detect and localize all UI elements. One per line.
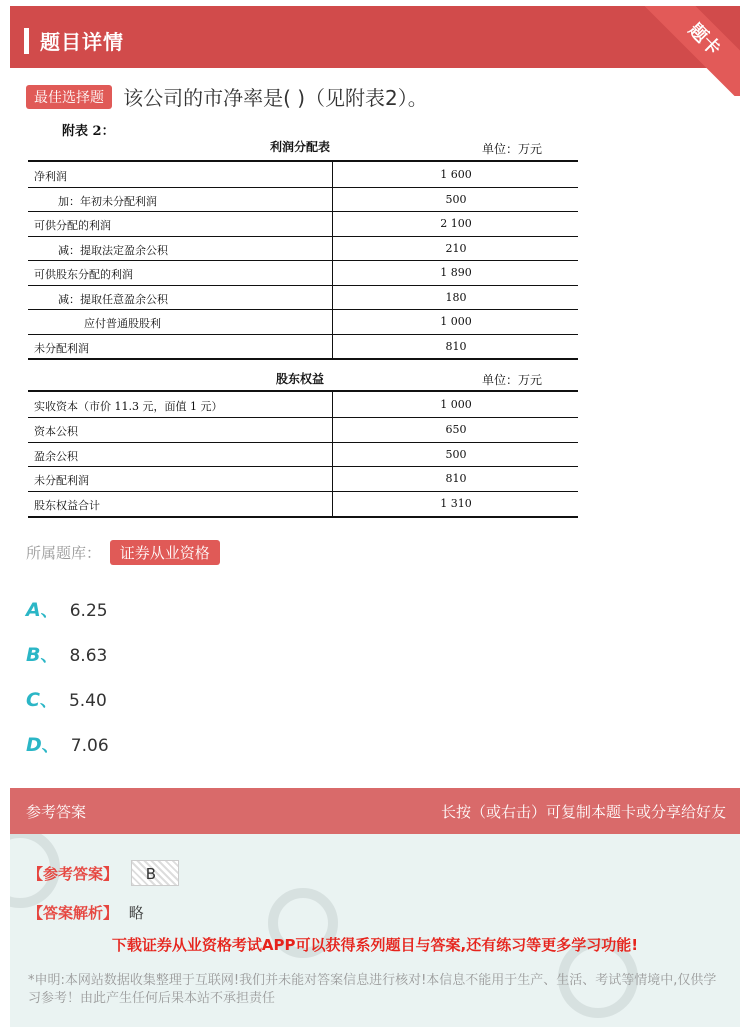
- table-row-label: 净利润: [34, 170, 67, 183]
- table-row-label: 未分配利润: [34, 341, 89, 355]
- table-row-rule: [28, 285, 578, 286]
- table2-unit: 单位：万元: [482, 373, 543, 387]
- table-row-label: 股东权益合计: [34, 499, 100, 513]
- table-row-rule: [28, 211, 578, 212]
- page-header: [10, 6, 740, 68]
- table-row-value: 180: [445, 290, 467, 304]
- disclaimer-text: *申明:本网站数据收集整理于互联网!我们并未能对答案信息进行核对!本信息不能用于生产、生活、考试等情境中,仅供学习参考！由此产生任何后果本站不承担责任: [28, 973, 717, 1006]
- table2-bottom-rule: [28, 516, 578, 518]
- table-row-rule: [28, 417, 578, 418]
- option-d[interactable]: D、 7.06: [26, 734, 109, 756]
- option-c[interactable]: C、 5.40: [26, 689, 107, 711]
- table-row-value: 1 600: [440, 168, 472, 181]
- table1-unit: 单位：万元: [482, 142, 543, 156]
- option-text: 6.25: [69, 601, 108, 621]
- question-figure: [26, 116, 581, 521]
- answer-header-title: 参考答案: [26, 803, 87, 821]
- corner-ribbon-label[interactable]: 题卡: [635, 6, 740, 96]
- question-stem: [26, 82, 726, 111]
- table-row-rule: [28, 466, 578, 467]
- table-row-label: 可供分配的利润: [34, 219, 111, 232]
- table-row-label: 未分配利润: [34, 474, 89, 488]
- table2-title: 股东权益: [276, 372, 325, 386]
- table-row-label: 加：年初未分配利润: [58, 194, 157, 208]
- option-letter: D: [26, 734, 42, 756]
- table-row-value: 1 890: [440, 266, 472, 279]
- page-title: 题目详情: [40, 30, 124, 54]
- table-row-label: 减：提取法定盈余公积: [58, 243, 168, 257]
- table-row-value: 650: [445, 422, 467, 436]
- option-text: 5.40: [68, 691, 107, 711]
- table2-divider: [332, 392, 333, 516]
- figure-label: 附表 2：: [62, 124, 115, 139]
- table-row-value: 500: [445, 447, 467, 461]
- table-row-value: 810: [445, 339, 467, 353]
- table2-top-rule: [28, 390, 578, 392]
- option-letter: C: [26, 689, 40, 711]
- table-row-value: 1 310: [440, 497, 472, 511]
- option-letter: A: [26, 599, 41, 621]
- table-row-value: 500: [445, 192, 467, 206]
- table-row-rule: [28, 187, 578, 188]
- table-row-value: 2 100: [440, 217, 472, 230]
- reference-answer-label: 【参考答案】: [28, 865, 119, 883]
- question-text: 该公司的市净率是( )（见附表2）。: [123, 86, 428, 110]
- table-row-rule: [28, 236, 578, 237]
- answer-explanation: [28, 902, 144, 923]
- table-row-label: 可供股东分配的利润: [34, 268, 133, 281]
- question-bank: [26, 540, 220, 565]
- answer-section: [10, 788, 740, 1027]
- reference-answer: [28, 860, 179, 886]
- option-text: 8.63: [69, 646, 108, 666]
- header-accent-bar: [24, 28, 29, 54]
- table1-title: 利润分配表: [270, 140, 331, 154]
- question-bank-badge[interactable]: 证券从业资格: [110, 540, 220, 565]
- table1-bottom-rule: [28, 358, 578, 360]
- table-row-rule: [28, 309, 578, 310]
- table-row-value: 1 000: [440, 315, 472, 328]
- table-row-label: 盈余公积: [34, 449, 78, 463]
- table-row-value: 210: [445, 241, 467, 255]
- table-row-label: 实收资本（市价 11.3 元，面值 1 元）: [34, 400, 223, 413]
- option-text: 7.06: [70, 736, 109, 756]
- table-row-rule: [28, 491, 578, 492]
- answer-header: [10, 788, 740, 834]
- question-bank-label: 所属题库：: [26, 544, 102, 562]
- table-row-label: 资本公积: [34, 424, 78, 438]
- question-type-badge: 最佳选择题: [26, 85, 112, 109]
- table-row-value: 810: [445, 472, 467, 486]
- table-row-rule: [28, 442, 578, 443]
- option-a[interactable]: A、 6.25: [26, 599, 108, 621]
- option-b[interactable]: B、 8.63: [26, 644, 108, 666]
- app-download-promo[interactable]: 下载证券从业资格考试APP可以获得系列题目与答案,还有练习等更多学习功能!: [111, 936, 639, 954]
- reference-answer-value: B: [131, 860, 179, 886]
- table-row-label: 应付普通股股利: [84, 317, 161, 330]
- answer-explanation-label: 【答案解析】: [28, 904, 119, 922]
- table-row-rule: [28, 334, 578, 335]
- answer-header-hint: 长按（或右击）可复制本题卡或分享给好友: [440, 803, 726, 821]
- table-row-rule: [28, 260, 578, 261]
- table1-top-rule: [28, 160, 578, 162]
- table-row-value: 1 000: [440, 398, 472, 411]
- table-row-label: 减：提取任意盈余公积: [58, 292, 168, 306]
- answer-explanation-value: 略: [128, 904, 144, 922]
- option-letter: B: [26, 644, 41, 666]
